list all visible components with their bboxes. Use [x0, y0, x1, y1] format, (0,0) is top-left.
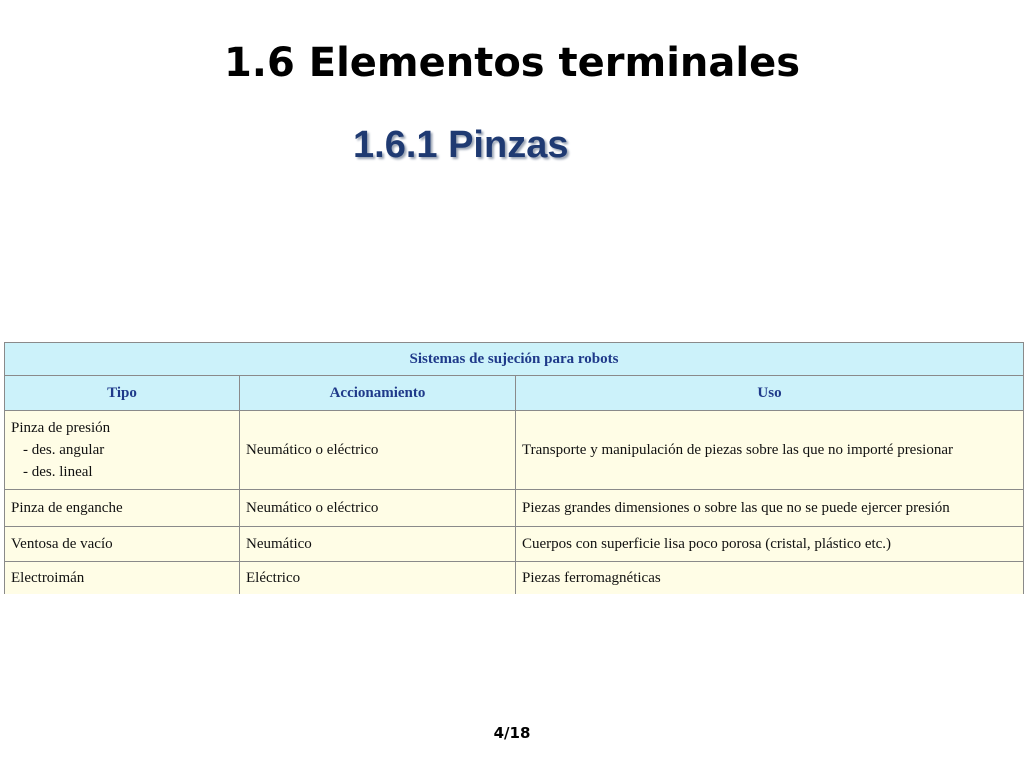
slide-subtitle: 1.6.1 Pinzas	[353, 124, 569, 166]
cell-uso: Piezas grandes dimensiones o sobre las que no se puede ejercer presión	[516, 490, 1024, 527]
table-caption: Sistemas de sujeción para robots	[5, 343, 1024, 376]
gripping-systems-table	[4, 342, 1024, 594]
cell-uso: Transporte y manipulación de piezas sobre las que no importé presionar	[516, 411, 1024, 490]
cell-tipo-line: - des. lineal	[23, 464, 93, 480]
cell-tipo-line: Pinza de presión	[11, 420, 111, 436]
column-header-uso: Uso	[516, 376, 1024, 411]
table-row	[5, 490, 1024, 527]
cell-tipo-line: - des. angular	[23, 442, 105, 458]
slide-title: 1.6 Elementos terminales	[223, 40, 801, 86]
cell-tipo: Pinza de enganche	[5, 490, 240, 527]
cell-uso: Piezas ferromagnéticas	[516, 562, 1024, 595]
cell-tipo: Ventosa de vacío	[5, 527, 240, 562]
cell-accionamiento: Neumático	[240, 527, 516, 562]
column-header-accionamiento: Accionamiento	[240, 376, 516, 411]
cell-tipo: Electroimán	[5, 562, 240, 595]
cell-uso: Cuerpos con superficie lisa poco porosa (cristal, plástico etc.)	[516, 527, 1024, 562]
page-number: 4/18	[493, 724, 531, 742]
cell-accionamiento: Neumático o eléctrico	[240, 411, 516, 490]
table-row	[5, 527, 1024, 562]
table-row	[5, 562, 1024, 595]
table-header-row	[5, 376, 1024, 411]
cell-accionamiento: Neumático o eléctrico	[240, 490, 516, 527]
table-row	[5, 411, 1024, 490]
cell-tipo	[5, 411, 240, 490]
table-caption-row	[5, 343, 1024, 376]
cell-accionamiento: Eléctrico	[240, 562, 516, 595]
column-header-tipo: Tipo	[5, 376, 240, 411]
